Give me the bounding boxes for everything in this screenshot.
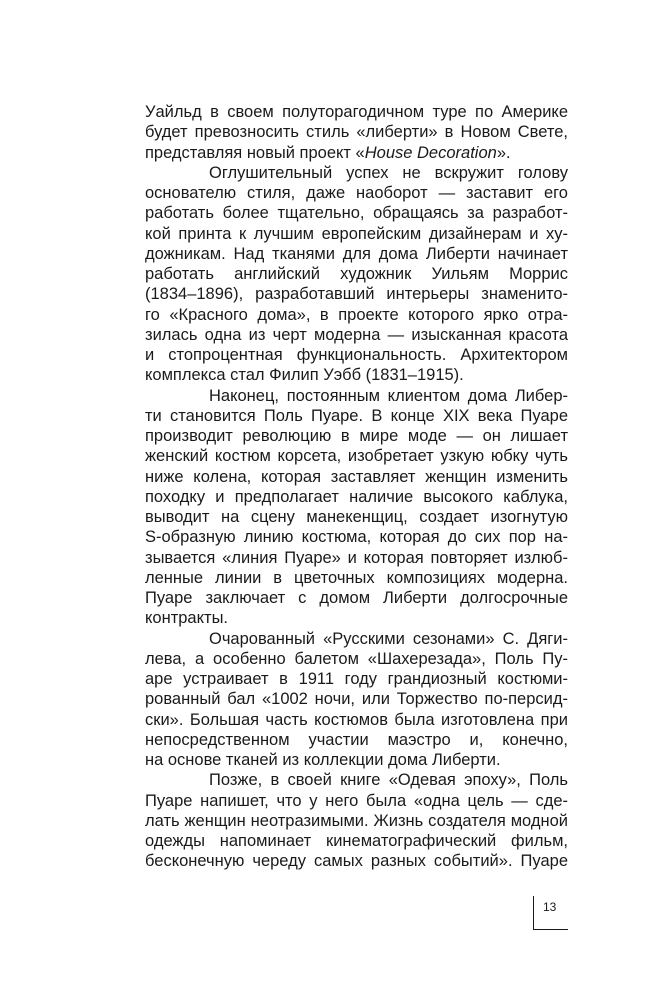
- text-line: контракты.: [145, 609, 229, 628]
- text-line: Оглушительный успех не вскружит голову: [209, 163, 568, 182]
- text-line: Наконец, постоянным клиентом дома Либер-: [209, 386, 568, 405]
- text-line: (1834–1896), разработавший интерьеры знаменито-: [145, 285, 568, 304]
- italic-title: House Decoration: [364, 143, 497, 162]
- text-line: походку и предполагает наличие высокого каблука,: [145, 487, 568, 506]
- text-line: и стопроцентная функциональность. Архитектором: [145, 346, 568, 364]
- text-line: бесконечную череду самых разных событий». Пуаре: [145, 852, 568, 871]
- text-line: Пуаре заключает с домом Либерти долгосрочные: [145, 589, 568, 607]
- text-line: кой принта к лучшим европейским дизайнерам и ху-: [145, 224, 568, 243]
- text-line: выводит на сцену манекенщиц, создает изогнутую: [145, 508, 568, 526]
- text-line: основателю стиля, даже наоборот — заставит его: [145, 184, 568, 202]
- text-line: лать женщин неотразимыми. Жизнь создателя модной: [145, 811, 568, 830]
- text-line: ти становится Поль Пуаре. В конце XIX века Пуаре: [145, 406, 568, 425]
- text-line: ниже колена, которая заставляет женщин изменить: [145, 467, 568, 486]
- text-line: будет превозносить стиль «либерти» в Новом Свете,: [145, 123, 568, 142]
- text-line: женский костюм корсета, изобретает узкую юбку чуть: [145, 447, 568, 466]
- text-line: ленные линии в цветочных композициях модерна.: [145, 568, 568, 587]
- text-line: комплекса стал Филип Уэбб (1831–1915).: [145, 366, 464, 385]
- text-line: [145, 143, 568, 163]
- page-number-box: [533, 896, 568, 930]
- body-text: [145, 102, 568, 872]
- text-line: зывается «линия Пуаре» и которая повторяет излюб-: [145, 548, 568, 567]
- text-line: рованный бал «1002 ночи, или Торжество по-персид-: [145, 690, 568, 709]
- text-line: Очарованный «Русскими сезонами» С. Дяги-: [209, 629, 568, 648]
- text-line: го «Красного дома», в проекте которого ярко отра-: [145, 305, 568, 324]
- text-line: дожникам. Над тканями для дома Либерти начинает: [145, 244, 568, 263]
- text-line: лева, а особенно балетом «Шахерезада», Поль Пу-: [145, 649, 568, 668]
- text-segment: ».: [496, 143, 511, 162]
- text-line: зилась одна из черт модерна — изысканная красота: [145, 325, 568, 344]
- text-segment: представляя новый проект «: [145, 143, 365, 162]
- text-line: производит революцию в мире моде — он лишает: [145, 427, 568, 445]
- text-line: Пуаре напишет, что у него была «одна цель — сде-: [145, 791, 568, 810]
- text-line: Позже, в своей книге «Одевая эпоху», Поль: [209, 771, 568, 790]
- text-line: Уайльд в своем полуторагодичном туре по Америке: [145, 103, 568, 121]
- text-line: работать более тщательно, обращаясь за разработ-: [145, 204, 568, 223]
- text-line: одежды напоминает кинематографический фильм,: [145, 832, 568, 850]
- text-line: аре устраивает в 1911 году грандиозный костюми-: [145, 670, 568, 688]
- text-line: работать английский художник Уильям Моррис: [145, 265, 568, 283]
- text-line: S-образную линию костюма, которая до сих пор на-: [145, 528, 568, 547]
- text-line: непосредственном участии маэстро и, конечно,: [145, 730, 568, 749]
- text-line: ски». Большая часть костюмов была изготовлена при: [145, 710, 568, 729]
- text-line: на основе тканей из коллекции дома Либерти.: [145, 751, 501, 769]
- page-number: 13: [543, 900, 557, 914]
